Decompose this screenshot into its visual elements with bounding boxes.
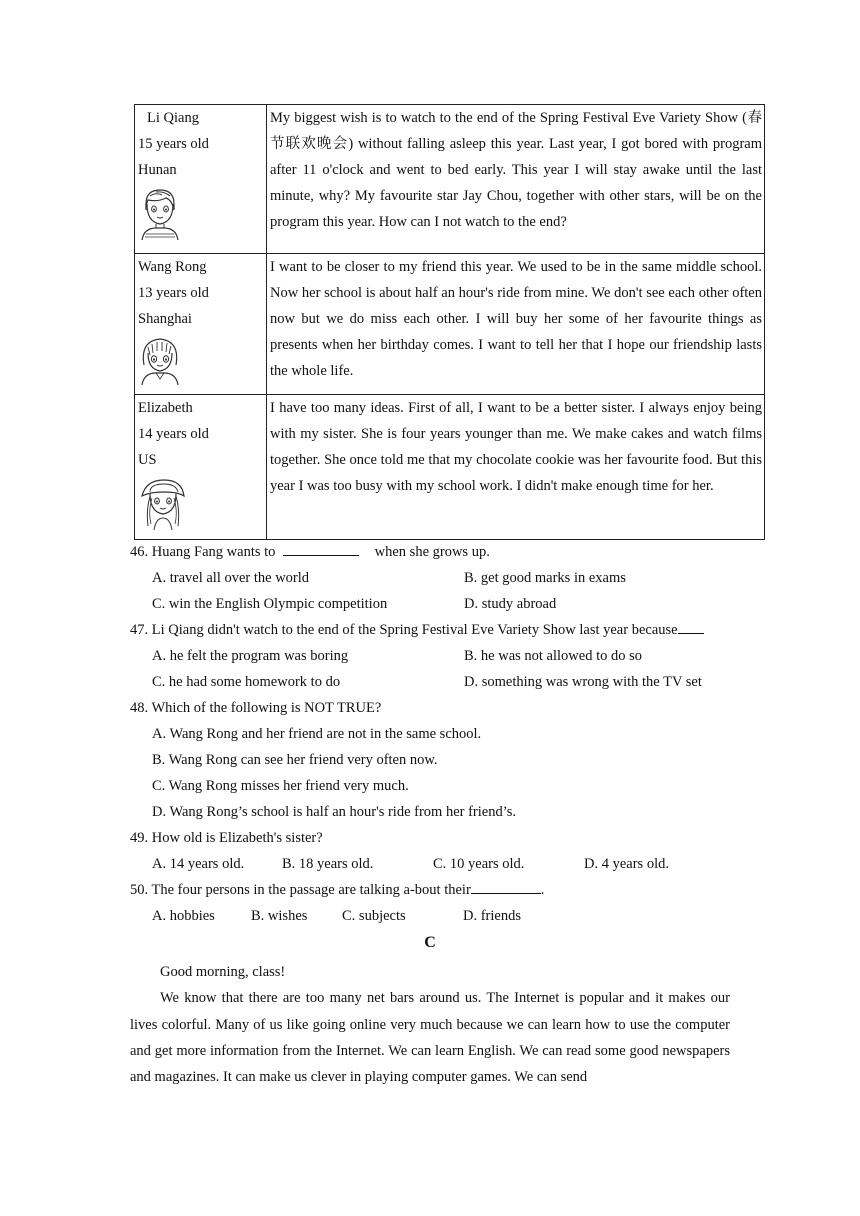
person-age: 14 years old (138, 426, 209, 442)
girl-with-hat-portrait-icon (138, 476, 188, 532)
option-d: D. something was wrong with the TV set (464, 674, 702, 690)
question-50-stem-start: 50. The four persons in the passage are talking a-bout their (130, 882, 471, 898)
wish-text: I have too many ideas. First of all, I want to be a better sister. I always enjoy being with my sister. She is four years younger than me. We make cakes and watch films together. She once told me that my chocolate cookie was her favourite food. But this year I was too busy with my school work. I didn't make enough time for her. (267, 395, 765, 540)
wish-text: My biggest wish is to watch to the end of the Spring Festival Eve Variety Show (春节联欢晚会) without falling asleep this year. Last year, I got bored with program after 11 o'clock and went to bed early. This year I will stay awake until the last minute, why? My favourite star Jay Chou, together with other stars, will be on the program this year. How can I not watch to the end? (267, 105, 765, 254)
question-46-stem-end: when she grows up. (374, 544, 490, 560)
question-47-options (130, 643, 770, 669)
girl-portrait-icon (138, 335, 182, 387)
answer-blank (471, 877, 541, 894)
table-row (135, 254, 765, 395)
answer-blank (678, 617, 704, 634)
person-name: Wang Rong (138, 259, 207, 275)
question-48-stem: 48. Which of the following is NOT TRUE? (130, 700, 382, 716)
option-d: D. 4 years old. (584, 856, 669, 872)
option-c: C. he had some homework to do (152, 674, 341, 690)
person-name: Elizabeth (138, 400, 193, 416)
answer-blank (283, 539, 359, 556)
question-46-stem (130, 539, 770, 565)
option-d: D. friends (463, 908, 521, 924)
person-age: 13 years old (138, 285, 209, 301)
option-b: B. Wang Rong can see her friend very often now. (152, 752, 438, 768)
option-c: C. Wang Rong misses her friend very much. (152, 778, 409, 794)
option-d: D. study abroad (464, 596, 557, 612)
option-b: B. 18 years old. (282, 856, 374, 872)
option-b: B. wishes (251, 908, 308, 924)
person-name: Li Qiang (147, 110, 199, 126)
option-a: A. 14 years old. (152, 856, 245, 872)
question-49-stem: 49. How old is Elizabeth's sister? (130, 830, 323, 846)
reading-passage (130, 959, 730, 1090)
option-a: A. travel all over the world (152, 570, 310, 586)
table-row (135, 395, 765, 540)
question-46-options (130, 591, 770, 617)
section-heading: C (424, 934, 436, 951)
question-50-stem-end: . (540, 882, 545, 898)
person-place: US (138, 452, 157, 468)
person-age: 15 years old (138, 136, 209, 152)
person-place: Shanghai (138, 311, 192, 327)
person-cell (135, 395, 267, 540)
option-b: B. get good marks in exams (464, 570, 626, 586)
passage-paragraph: We know that there are too many net bars around us. The Internet is popular and it makes our lives colorful. Many of us like going online very much because we can learn how to use the computer and get more information from the Internet. We can learn English. We can read some good newspapers and magazines. It can make us clever in playing computer games. We can send (130, 990, 730, 1086)
passage-greeting: Good morning, class! (160, 964, 286, 980)
question-49-options (130, 851, 770, 877)
question-47-stem (130, 617, 770, 643)
option-a: A. Wang Rong and her friend are not in the same school. (152, 726, 482, 742)
person-cell (135, 254, 267, 395)
option-c: C. win the English Olympic competition (152, 596, 388, 612)
option-c: C. subjects (342, 908, 406, 924)
option-d: D. Wang Rong’s school is half an hour's ride from her friend’s. (152, 804, 517, 820)
option-a: A. hobbies (152, 908, 215, 924)
wishes-table (134, 104, 765, 540)
question-47-stem-text: 47. Li Qiang didn't watch to the end of the Spring Festival Eve Variety Show last year because (130, 622, 678, 638)
option-b: B. he was not allowed to do so (464, 648, 643, 664)
questions-section (130, 539, 770, 929)
question-47-options (130, 669, 770, 695)
question-46-stem-start: 46. Huang Fang wants to (130, 544, 276, 560)
person-place: Hunan (138, 162, 177, 178)
person-cell (135, 105, 267, 254)
boy-portrait-icon (138, 186, 182, 242)
question-46-options (130, 565, 770, 591)
question-50-options (130, 903, 770, 929)
option-a: A. he felt the program was boring (152, 648, 349, 664)
table-row (135, 105, 765, 254)
option-c: C. 10 years old. (433, 856, 525, 872)
question-50-stem (130, 877, 770, 903)
wish-text: I want to be closer to my friend this year. We used to be in the same middle school. Now her school is about half an hour's ride from mine. We don't see each other often now but we do miss each other. I will buy her some of her favourite things as presents when her birthday comes. I want to tell her that I hope our friendship lasts the whole life. (267, 254, 765, 395)
